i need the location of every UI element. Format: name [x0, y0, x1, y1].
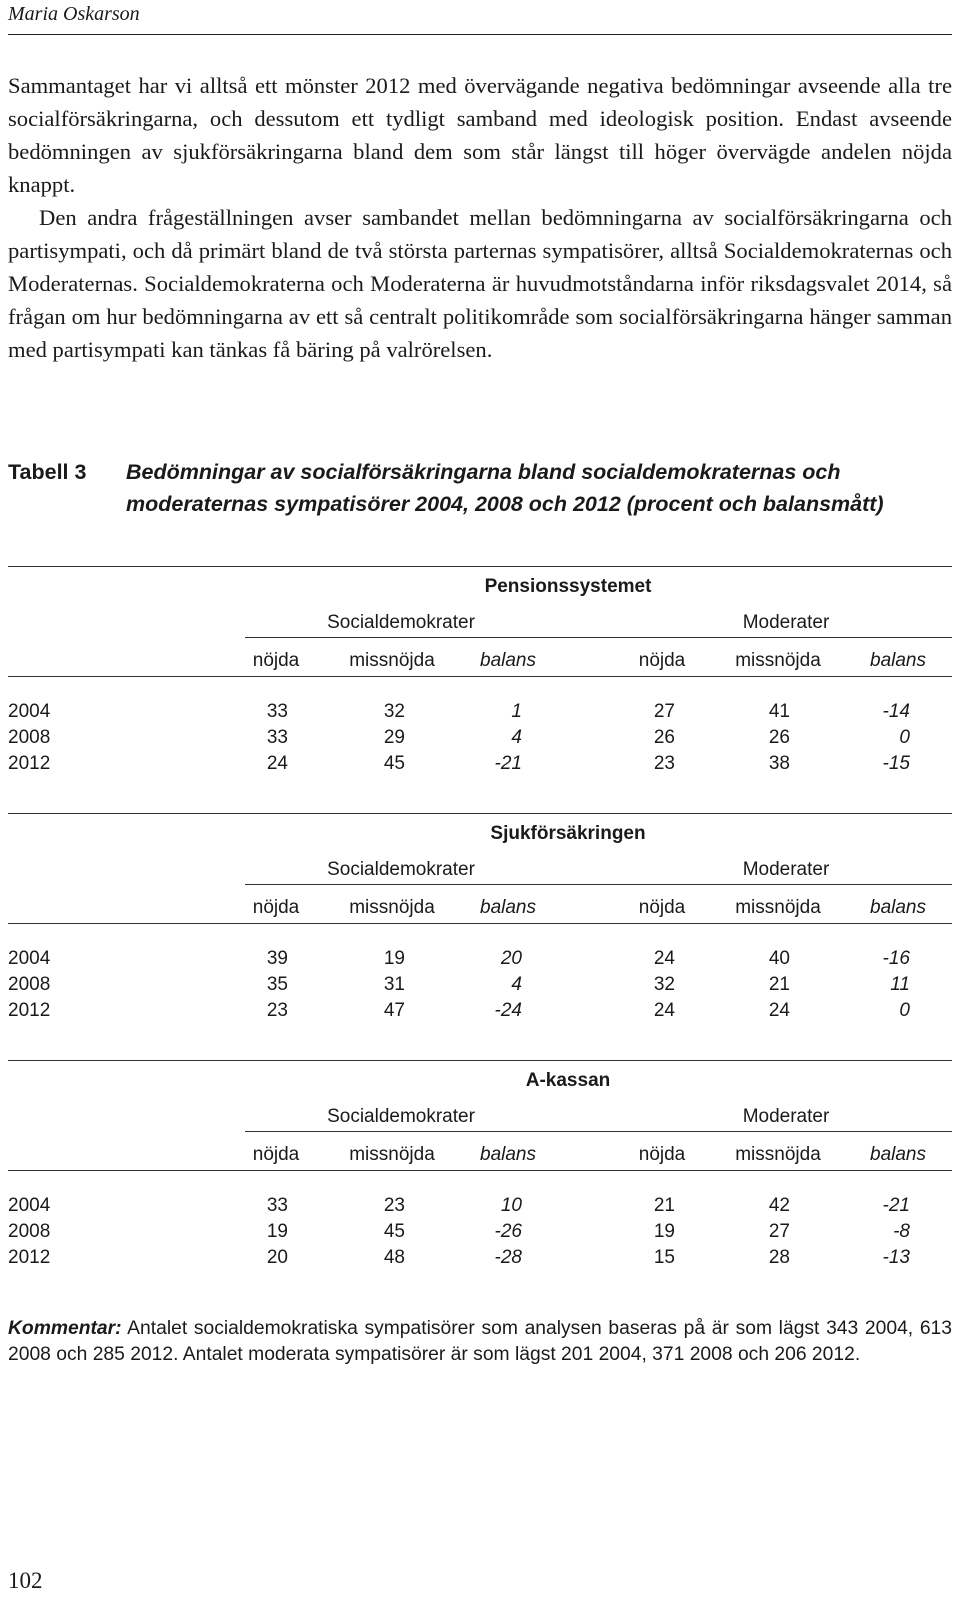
row-year: 2008 [8, 1221, 51, 1242]
paragraph: Sammantaget har vi alltså ett mönster 2012 med övervägande negativa bedömningar avseende alla tre socialförsäkringarna, och dessutom ett tydligt samband med ideologisk position. Endast avseende bedömningen av sjukförsäkringarna bland dem som står längst till höger övervägde andelen nöjda knappt. [8, 73, 952, 197]
row-year: 2008 [8, 974, 51, 995]
column-header: balans [480, 897, 536, 918]
table-cell: 32 [653, 974, 675, 995]
table-cell: 23 [383, 1195, 405, 1216]
comment-label: Kommentar: [8, 1318, 122, 1339]
column-header: nöjda [638, 1144, 686, 1165]
group-rule [245, 1131, 952, 1132]
section-title: A-kassan [525, 1070, 611, 1091]
table-cell: 20 [500, 948, 522, 969]
table-cell: 20 [266, 1247, 288, 1268]
table-section [8, 566, 952, 806]
group-label: Moderater [742, 859, 830, 880]
table-cell: -26 [494, 1221, 522, 1242]
column-header: balans [480, 1144, 536, 1165]
section-top-rule [8, 1060, 952, 1061]
table-cell: 24 [266, 753, 288, 774]
table-cell: 35 [266, 974, 288, 995]
table-cell: 4 [511, 974, 522, 995]
table-cell: 31 [383, 974, 405, 995]
table-cell: 47 [383, 1000, 405, 1021]
header-bottom-rule [8, 1170, 952, 1171]
group-rule [245, 637, 952, 638]
table-cell: 4 [511, 727, 522, 748]
table-title: Bedömningar av socialförsäkringarna bland socialdemokraternas och moderaternas sympatisörer 2004, 2008 och 2012 (procent och balansmått) [126, 460, 884, 516]
column-header: nöjda [638, 650, 686, 671]
column-header: balans [480, 650, 536, 671]
table-cell: 19 [653, 1221, 675, 1242]
table-cell: -14 [882, 701, 910, 722]
header-divider [8, 34, 952, 35]
table-cell: -16 [882, 948, 910, 969]
table-section [8, 1060, 952, 1300]
table-cell: 40 [768, 948, 790, 969]
table-cell: 45 [383, 1221, 405, 1242]
table-cell: -8 [893, 1221, 910, 1242]
comment-text: Antalet socialdemokratiska sympatisörer som analysen baseras på är som lägst 343 2004, 613 2008 och 285 2012. Antalet moderata sympatisörer är som lägst 201 2004, 371 2008 och 206 2012. [8, 1318, 952, 1365]
table-cell: 28 [768, 1247, 790, 1268]
table-cell: -13 [882, 1247, 910, 1268]
table-cell: 42 [768, 1195, 790, 1216]
column-header: missnöjda [735, 1144, 821, 1165]
column-header: missnöjda [349, 1144, 435, 1165]
table-cell: 0 [899, 1000, 910, 1021]
table-cell: 10 [500, 1195, 522, 1216]
group-label: Socialdemokrater [327, 1106, 475, 1127]
row-year: 2012 [8, 1000, 51, 1021]
group-label: Moderater [742, 612, 830, 633]
column-header: balans [870, 650, 926, 671]
column-header: balans [870, 897, 926, 918]
table-cell: 32 [383, 701, 405, 722]
table-label: Tabell 3 [8, 460, 87, 484]
column-header: missnöjda [735, 650, 821, 671]
table-cell: 24 [768, 1000, 790, 1021]
group-rule [245, 884, 952, 885]
column-header: missnöjda [349, 650, 435, 671]
table-cell: 24 [653, 1000, 675, 1021]
table-cell: -28 [494, 1247, 522, 1268]
section-top-rule [8, 566, 952, 567]
column-header: nöjda [252, 650, 300, 671]
table-cell: -21 [882, 1195, 910, 1216]
table-cell: -21 [494, 753, 522, 774]
table-cell: 27 [653, 701, 675, 722]
table-cell: 15 [653, 1247, 675, 1268]
page-number: 102 [8, 1568, 43, 1593]
table-comment [8, 1316, 952, 1368]
column-header: nöjda [252, 897, 300, 918]
table-cell: 0 [899, 727, 910, 748]
table-cell: 24 [653, 948, 675, 969]
section-title: Pensionssystemet [484, 576, 652, 597]
body-text [8, 69, 952, 366]
row-year: 2012 [8, 1247, 51, 1268]
table-cell: 19 [266, 1221, 288, 1242]
header-bottom-rule [8, 676, 952, 677]
table-cell: 21 [653, 1195, 675, 1216]
group-label: Socialdemokrater [327, 859, 475, 880]
table-cell: 26 [768, 727, 790, 748]
group-label: Socialdemokrater [327, 612, 475, 633]
table-cell: 23 [653, 753, 675, 774]
table-cell: 21 [768, 974, 790, 995]
table-cell: 33 [266, 701, 288, 722]
table-cell: 27 [768, 1221, 790, 1242]
running-header-author: Maria Oskarson [8, 3, 140, 25]
table-cell: 11 [890, 974, 910, 995]
section-top-rule [8, 813, 952, 814]
column-header: balans [870, 1144, 926, 1165]
column-header: nöjda [638, 897, 686, 918]
row-year: 2004 [8, 701, 51, 722]
table-cell: 29 [383, 727, 405, 748]
group-label: Moderater [742, 1106, 830, 1127]
table-section [8, 813, 952, 1053]
table-cell: 33 [266, 1195, 288, 1216]
row-year: 2008 [8, 727, 51, 748]
table-cell: 45 [383, 753, 405, 774]
column-header: missnöjda [735, 897, 821, 918]
table-cell: 1 [511, 701, 522, 722]
table-cell: -24 [494, 1000, 522, 1021]
header-bottom-rule [8, 923, 952, 924]
table-cell: 19 [383, 948, 405, 969]
table-cell: 23 [266, 1000, 288, 1021]
table-cell: 48 [383, 1247, 405, 1268]
table-cell: 41 [768, 701, 790, 722]
column-header: missnöjda [349, 897, 435, 918]
table-cell: -15 [882, 753, 910, 774]
column-header: nöjda [252, 1144, 300, 1165]
table-cell: 26 [653, 727, 675, 748]
paragraph: Den andra frågeställningen avser sambandet mellan bedömningarna av socialförsäkringarna och partisympati, och då primärt bland de två största parternas sympatisörer, alltså Socialdemokraternas och Moderaternas. Socialdemokraterna och Moderaterna är huvudmotståndarna inför riksdagsvalet 2014, så frågan om hur bedömningarna av ett så centralt politikområde som socialförsäkringarna hänger samman med partisympati kan tänkas få bäring på valrörelsen. [8, 205, 952, 362]
table-cell: 39 [266, 948, 288, 969]
table-cell: 38 [768, 753, 790, 774]
row-year: 2004 [8, 1195, 51, 1216]
row-year: 2012 [8, 753, 51, 774]
table-cell: 33 [266, 727, 288, 748]
row-year: 2004 [8, 948, 51, 969]
section-title: Sjukförsäkringen [490, 823, 646, 844]
